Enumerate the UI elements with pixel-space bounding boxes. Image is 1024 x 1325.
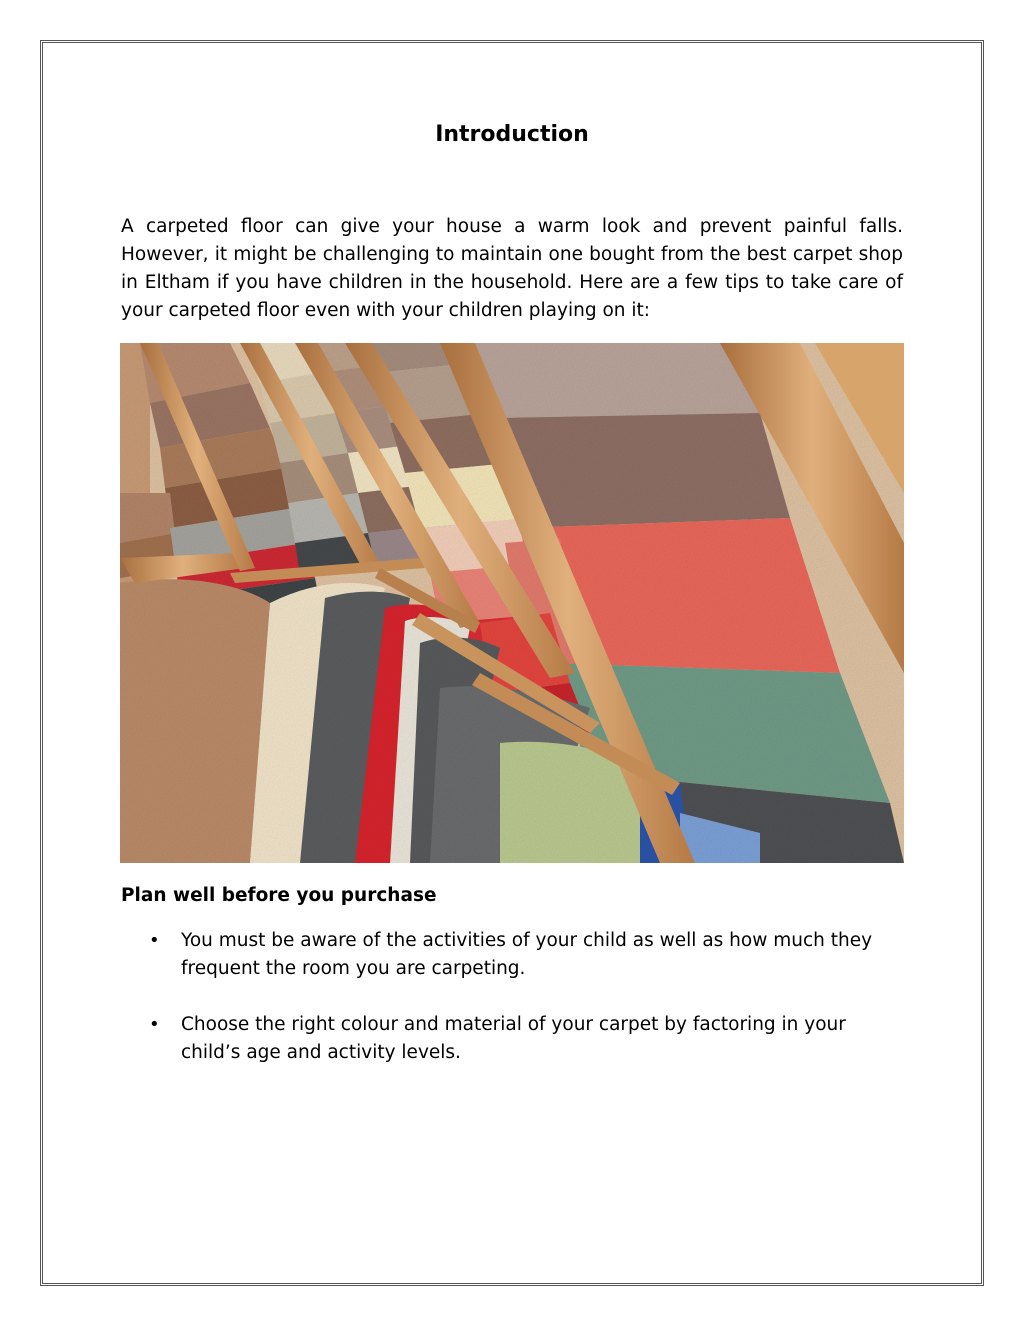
bullet-icon: • [149,930,160,951]
tips-list [121,927,901,1095]
section-heading: Plan well before you purchase [121,885,437,906]
intro-paragraph: A carpeted floor can give your house a warm look and prevent painful falls. However, it might be challenging to maintain one bought from the best carpet shop in Eltham if you have children in the household. Here are a few tips to take care of your carpeted floor even with your children playing on it: [121,216,903,321]
tip-text: Choose the right colour and material of your carpet by factoring in your child’s age and activity levels. [181,1014,846,1063]
bullet-icon: • [149,1014,160,1035]
list-item [121,927,901,983]
list-item [121,1011,901,1067]
page-title: Introduction [435,122,589,147]
carpet-samples-image [120,343,904,863]
tip-text: You must be aware of the activities of your child as well as how much they frequent the room you are carpeting. [181,930,873,979]
